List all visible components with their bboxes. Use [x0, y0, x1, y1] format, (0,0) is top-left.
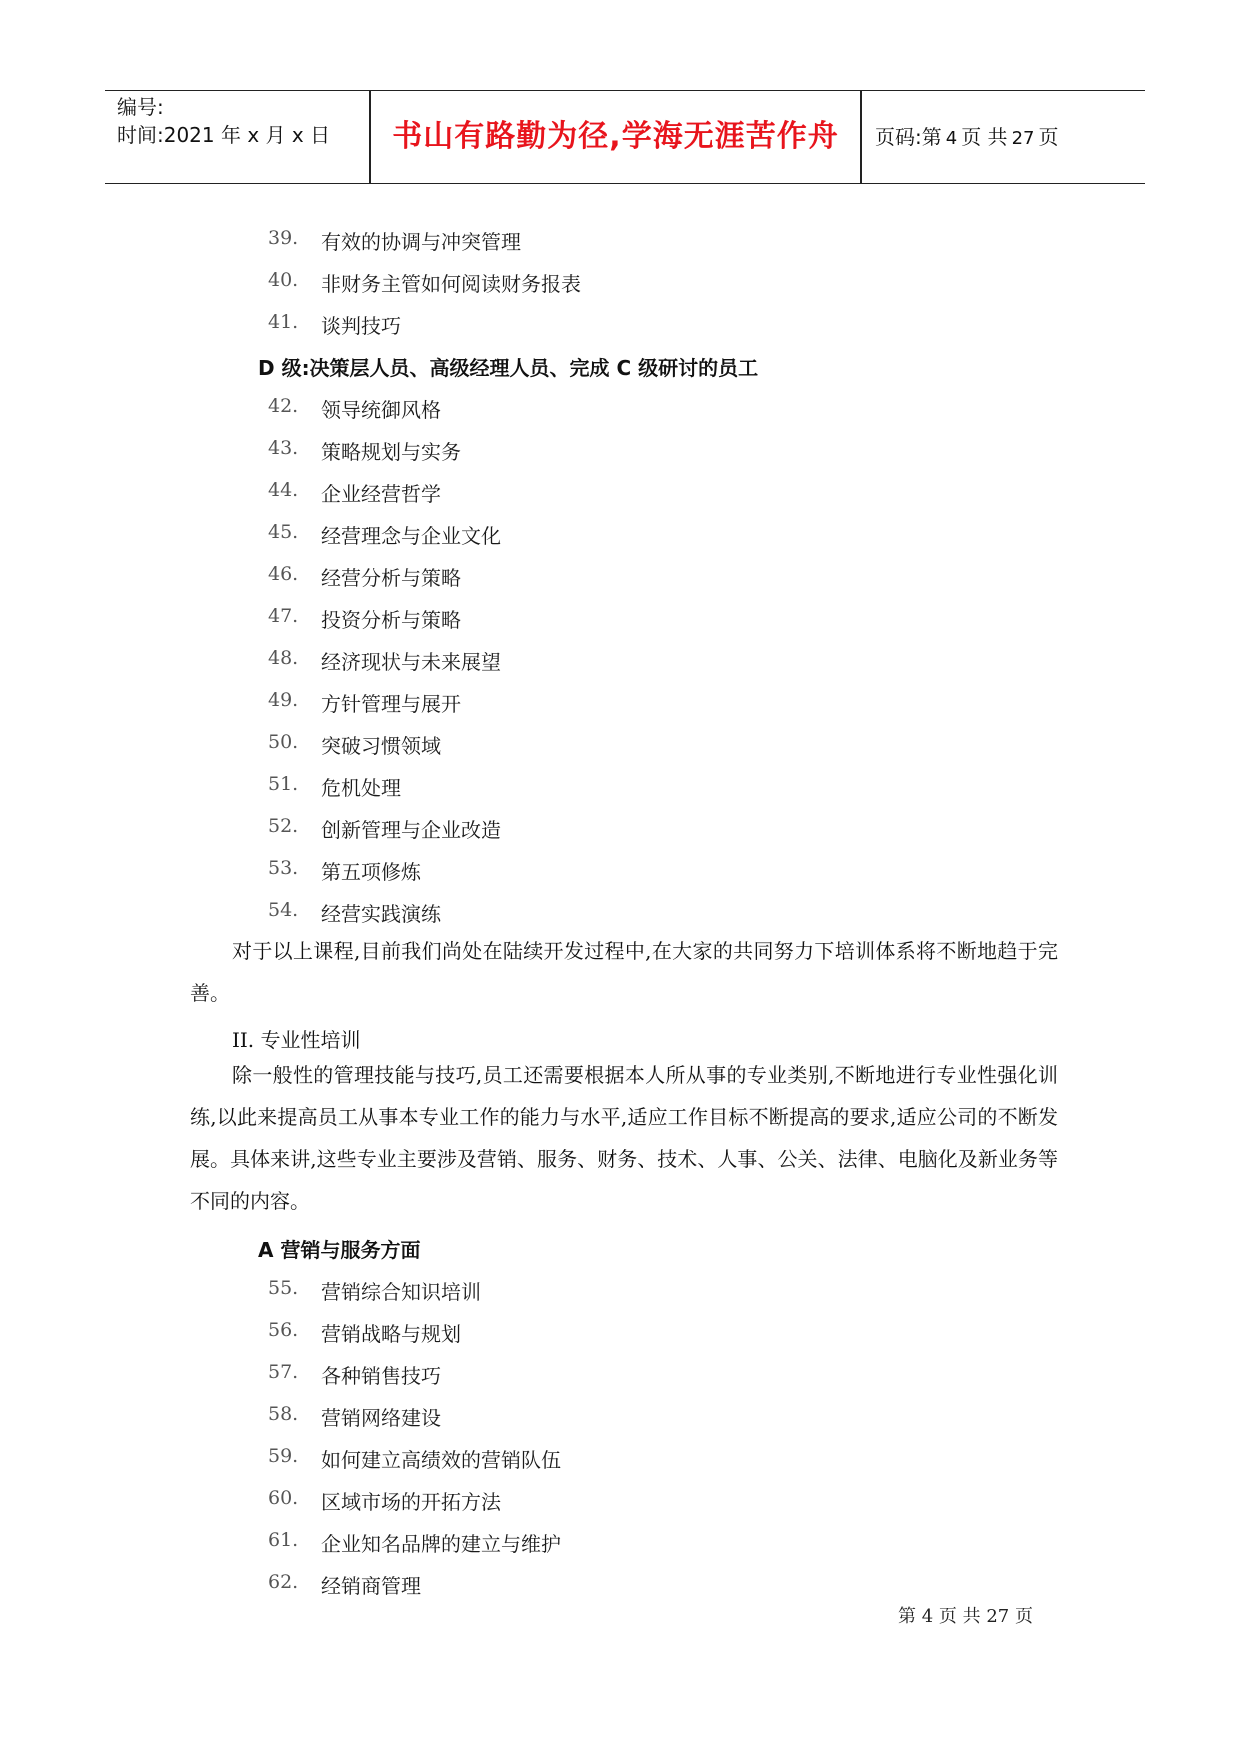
list-item: 经销商管理	[321, 1574, 421, 1598]
page-suffix: 页	[1038, 125, 1059, 149]
list-item: 策略规划与实务	[321, 440, 461, 464]
list-item-number: 48.	[268, 647, 299, 669]
list-item-number: 56.	[268, 1319, 299, 1341]
list-item: 经营实践演练	[321, 902, 441, 926]
document-code-label: 编号:	[117, 95, 164, 119]
list-item: 营销综合知识培训	[321, 1280, 481, 1304]
list-item-number: 41.	[268, 311, 299, 333]
page-total: 27	[1011, 128, 1035, 149]
list-item: 危机处理	[321, 776, 401, 800]
list-item: 方针管理与展开	[321, 692, 461, 716]
list-item-number: 44.	[268, 479, 299, 501]
list-item: 谈判技巧	[321, 314, 401, 338]
list-item-number: 55.	[268, 1277, 299, 1299]
list-item: 突破习惯领域	[321, 734, 441, 758]
header-meta	[117, 93, 330, 149]
list-item-number: 62.	[268, 1571, 299, 1593]
page-footer: 第 4 页 共 27 页	[898, 1606, 1033, 1627]
header-page-number	[875, 91, 1058, 183]
page-prefix: 页码:第	[875, 125, 942, 149]
list-item-number: 45.	[268, 521, 299, 543]
page-current: 4	[945, 128, 958, 149]
section-heading-d: D 级:决策层人员、高级经理人员、完成 C 级研讨的员工	[258, 356, 759, 380]
list-item: 企业经营哲学	[321, 482, 441, 506]
list-item: 有效的协调与冲突管理	[321, 230, 521, 254]
list-item-number: 39.	[268, 227, 299, 249]
section-heading-professional: II. 专业性培训	[232, 1028, 361, 1052]
paragraph-course-development: 对于以上课程,目前我们尚处在陆续开发过程中,在大家的共同努力下培训体系将不断地趋于完善。	[190, 939, 1058, 1005]
page-header	[105, 90, 1145, 184]
list-item: 领导统御风格	[321, 398, 441, 422]
list-item-number: 53.	[268, 857, 299, 879]
paragraph-professional-training: 除一般性的管理技能与技巧,员工还需要根据本人所从事的专业类别,不断地进行专业性强化训练,以此来提高员工从事本专业工作的能力与水平,适应工作目标不断提高的要求,适应公司的不断发展。具体来讲,这些专业主要涉及营销、服务、财务、技术、人事、公关、法律、电脑化及新业务等不同的内容。	[190, 1063, 1058, 1213]
list-item-number: 52.	[268, 815, 299, 837]
list-item: 投资分析与策略	[321, 608, 461, 632]
list-item-number: 49.	[268, 689, 299, 711]
list-item-number: 40.	[268, 269, 299, 291]
header-motto: 书山有路勤为径,学海无涯苦作舟	[392, 119, 839, 154]
list-item-number: 60.	[268, 1487, 299, 1509]
list-item: 经济现状与未来展望	[321, 650, 501, 674]
list-item-number: 54.	[268, 899, 299, 921]
list-item-number: 42.	[268, 395, 299, 417]
list-item: 营销战略与规划	[321, 1322, 461, 1346]
list-item: 经营理念与企业文化	[321, 524, 501, 548]
header-divider	[860, 91, 862, 183]
list-item-number: 43.	[268, 437, 299, 459]
list-item-number: 58.	[268, 1403, 299, 1425]
list-item-number: 57.	[268, 1361, 299, 1383]
list-item-number: 61.	[268, 1529, 299, 1551]
list-item: 经营分析与策略	[321, 566, 461, 590]
page-middle: 页 共	[961, 125, 1008, 149]
list-item-number: 46.	[268, 563, 299, 585]
list-item-number: 50.	[268, 731, 299, 753]
list-item-number: 47.	[268, 605, 299, 627]
list-item-number: 59.	[268, 1445, 299, 1467]
list-item: 第五项修炼	[321, 860, 421, 884]
list-item: 创新管理与企业改造	[321, 818, 501, 842]
list-item: 区域市场的开拓方法	[321, 1490, 501, 1514]
list-item-number: 51.	[268, 773, 299, 795]
document-time-label: 时间:2021 年 x 月 x 日	[117, 123, 331, 147]
section-heading-marketing: A 营销与服务方面	[258, 1238, 421, 1262]
list-item: 如何建立高绩效的营销队伍	[321, 1448, 561, 1472]
list-item: 企业知名品牌的建立与维护	[321, 1532, 561, 1556]
list-item: 营销网络建设	[321, 1406, 441, 1430]
list-item: 各种销售技巧	[321, 1364, 441, 1388]
list-item: 非财务主管如何阅读财务报表	[321, 272, 581, 296]
